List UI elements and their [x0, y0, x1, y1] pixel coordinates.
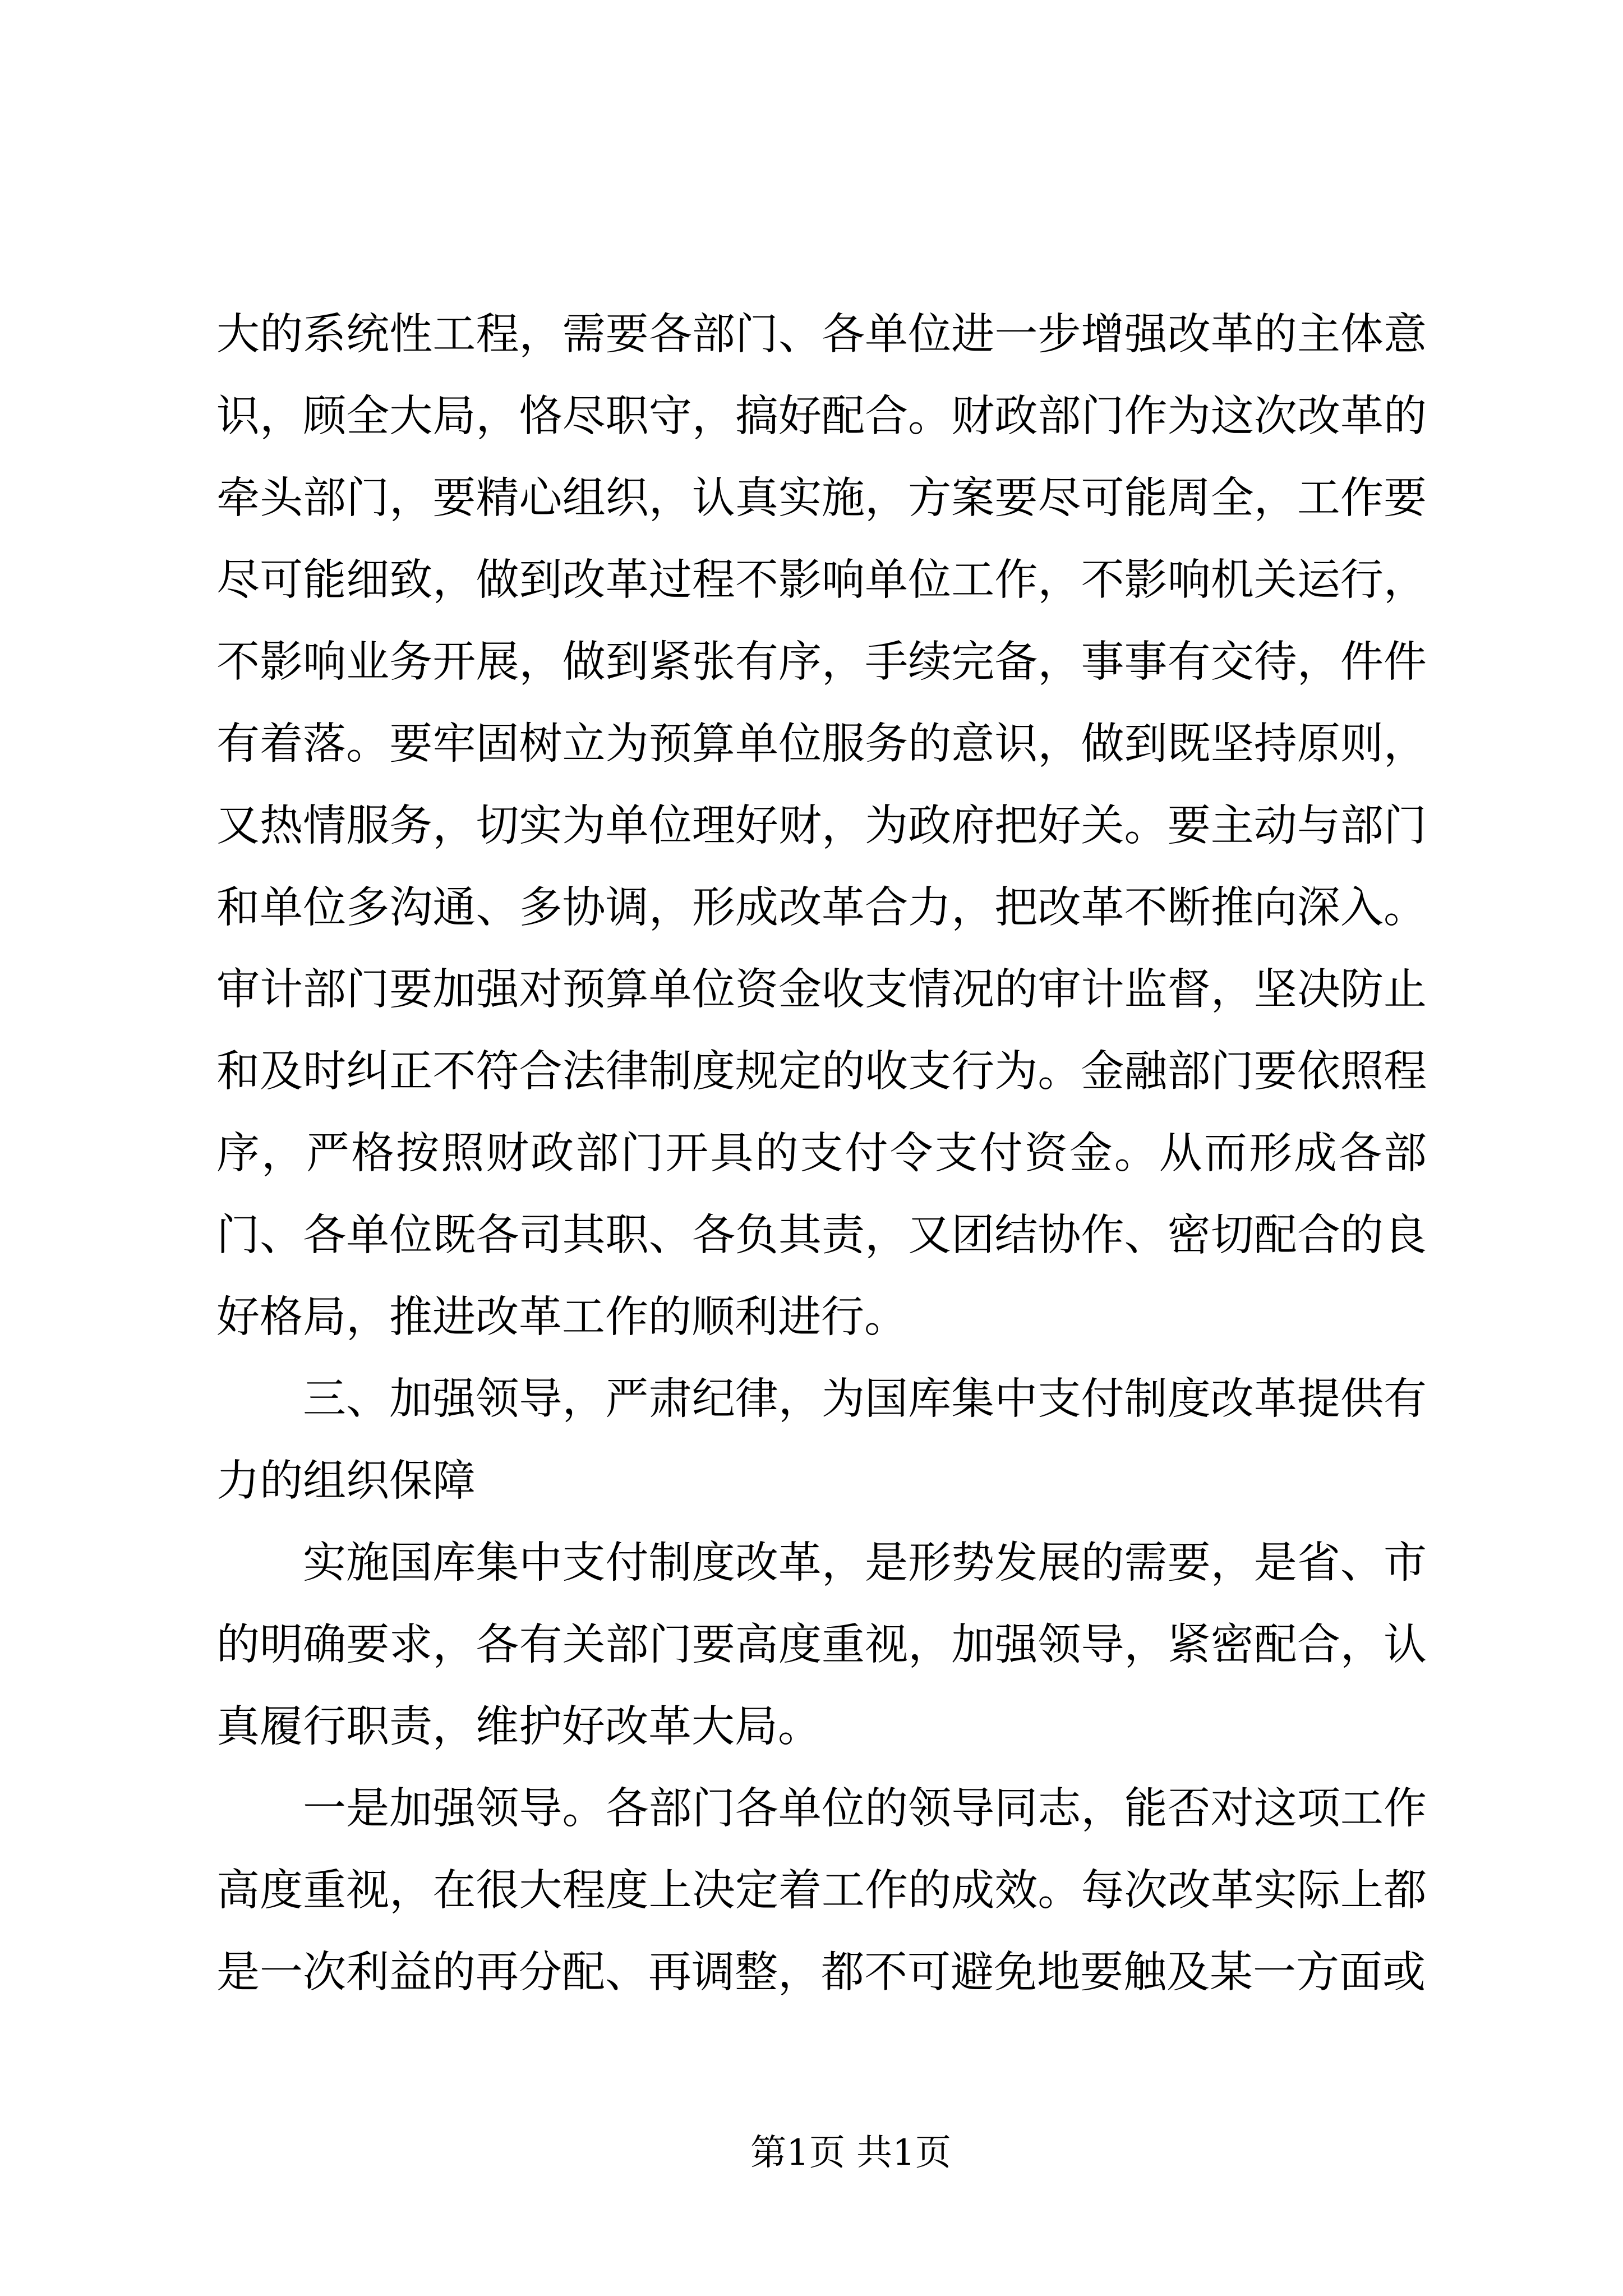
page-number-label: 第1页 共1页 [750, 2132, 951, 2174]
page-footer [750, 2132, 951, 2174]
paragraph: 三、加强领导，严肃纪律，为国库集中支付制度改革提供有力的组织保障 [216, 1374, 1427, 1506]
paragraph: 一是加强领导。各部门各单位的领导同志，能否对这项工作高度重视，在很大程度上决定着工作的成效。每次改革实际上都是一次利益的再分配、再调整，都不可避免地要触及某一方面或 [216, 1784, 1427, 1998]
paragraph: 实施国库集中支付制度改革，是形势发展的需要，是省、市的明确要求，各有关部门要高度重视，加强领导，紧密配合，认真履行职责，维护好改革大局。 [216, 1538, 1427, 1752]
document-body [216, 294, 1427, 2014]
paragraph: 大的系统性工程，需要各部门、各单位进一步增强改革的主体意识，顾全大局，恪尽职守，搞好配合。财政部门作为这次改革的牵头部门，要精心组织，认真实施，方案要尽可能周全，工作要尽可能细致，做到改革过程不影响单位工作，不影响机关运行，不影响业务开展，做到紧张有序，手续完备，事事有交待，件件有着落。要牢固树立为预算单位服务的意识，做到既坚持原则，又热情服务，切实为单位理好财，为政府把好关。要主动与部门和单位多沟通、多协调，形成改革合力，把改革不断推向深入。审计部门要加强对预算单位资金收支情况的审计监督，坚决防止和及时纠正不符合法律制度规定的收支行为。金融部门要依照程序，严格按照财政部门开具的支付令支付资金。从而形成各部门、各单位既各司其职、各负其责，又团结协作、密切配合的良好格局，推进改革工作的顺利进行。 [216, 310, 1427, 1342]
